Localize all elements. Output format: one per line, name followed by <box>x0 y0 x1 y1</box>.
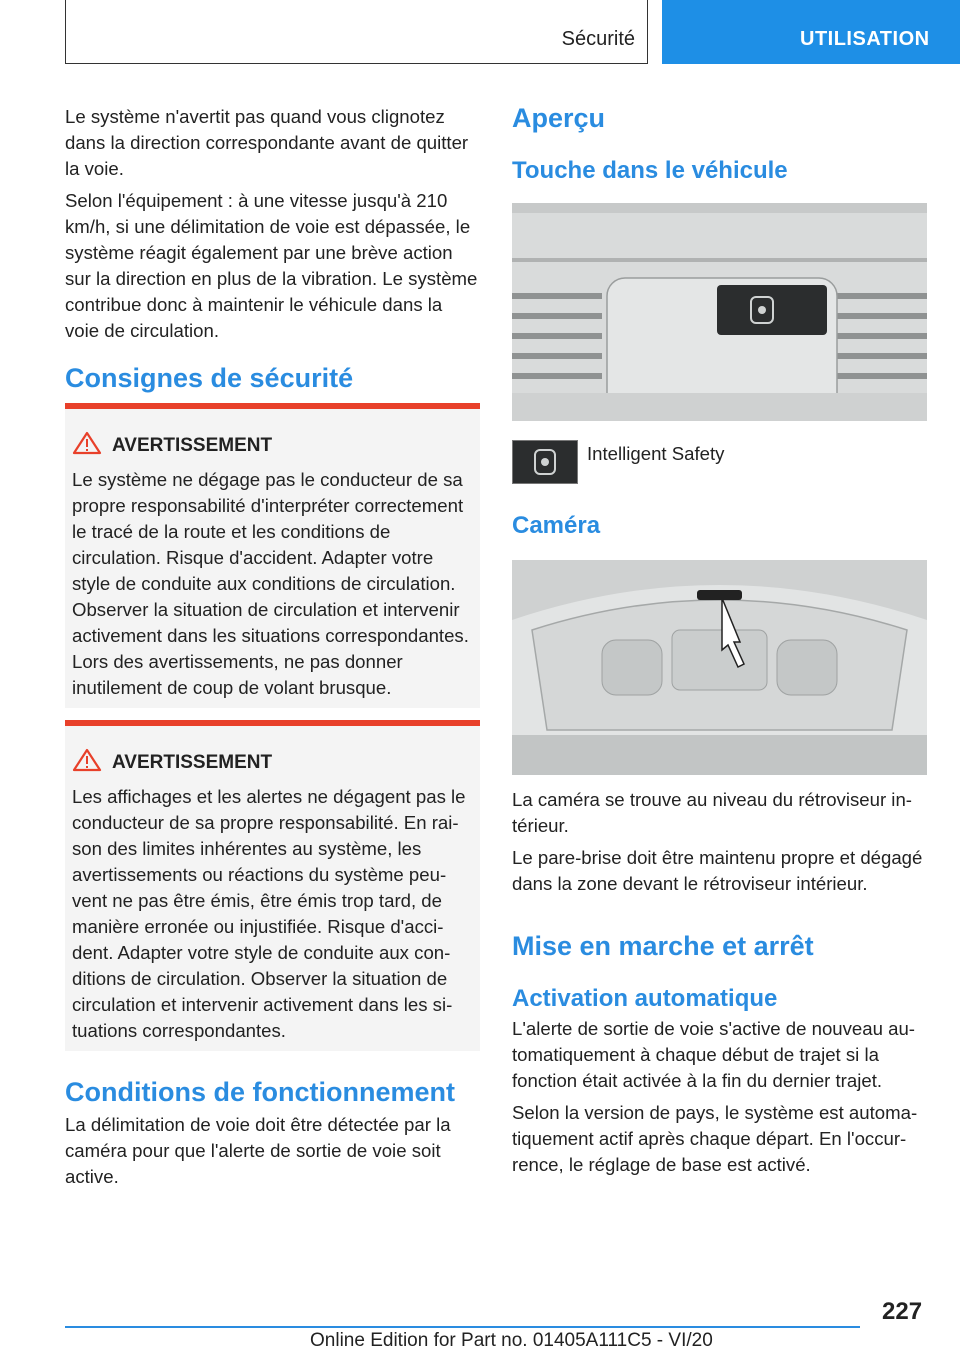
paragraph-activation-2: Selon la version de pays, le système est automatiquement actif après chaque départ. En l'occurrence, le réglage de base est activé. <box>512 1102 918 1175</box>
header-section-box <box>65 0 648 64</box>
paragraph-camera-1: La caméra se trouve au niveau du rétroviseur intérieur. <box>512 789 912 836</box>
warning-text-2: Les affichages et les alertes ne dégagent pas le conducteur de sa propre responsabilité. En raison des limites inhérentes au système, les avertissements ou réactions du système peuvent ne pas être émis, être émis trop tard, de manière erronée ou injustifiée. Risque d'accident. Adapter votre style de conduite aux conditions de circulation. Observer la situation de circulation et intervenir activement dans les situations correspondantes. <box>72 786 466 1041</box>
intelligent-safety-label: Intelligent Safety <box>587 443 725 464</box>
paragraph-intro-1: Le système n'avertit pas quand vous clignotez dans la direction correspondante avant de quitter la voie. <box>65 106 469 179</box>
heading-consignes: Consignes de sécurité <box>65 363 354 393</box>
paragraph-intro-2: Selon l'équipement : à une vitesse jusqu'à 210 km/h, si une délimitation de voie est dépassée, le système réagit également par une brève action sur la direction en plus de la vibration. Le système contribue donc à maintenir le véhicule dans la voie de circulation. <box>65 190 478 341</box>
paragraph-conditions: La délimitation de voie doit être détectée par la caméra pour que l'alerte de sortie de voie soit active. <box>65 1114 451 1187</box>
heading-touche: Touche dans le véhicule <box>512 157 788 184</box>
header-section-title: Sécurité <box>561 28 635 50</box>
warning-triangle-icon <box>72 748 112 778</box>
page-number: 227 <box>882 1298 923 1325</box>
header-chapter-tab: UTILISATION <box>662 0 960 64</box>
warning-title-2: AVERTISSEMENT <box>112 752 273 773</box>
heading-camera: Caméra <box>512 512 601 539</box>
warning-title-1: AVERTISSEMENT <box>112 435 273 456</box>
heading-activation: Activation automatique <box>512 985 778 1012</box>
footer-divider <box>65 1326 860 1328</box>
intelligent-safety-button-image <box>512 440 578 484</box>
paragraph-camera-2: Le pare-brise doit être maintenu propre et dégagé dans la zone devant le rétroviseur intérieur. <box>512 847 923 894</box>
warning-triangle-icon <box>72 431 112 461</box>
heading-apercu: Aperçu <box>512 103 606 133</box>
heading-conditions: Conditions de fonctionnement <box>65 1077 455 1107</box>
warning-box-1 <box>65 403 480 708</box>
camera-location-image <box>512 560 927 775</box>
paragraph-activation-1: L'alerte de sortie de voie s'active de nouveau automatiquement à chaque début de trajet si la fonction était activée à la fin du dernier trajet. <box>512 1018 915 1091</box>
footer-edition: Online Edition for Part no. 01405A111C5 - VI/20 <box>310 1330 713 1351</box>
warning-box-2 <box>65 720 480 1051</box>
left-intro <box>65 104 480 344</box>
warning-text-1: Le système ne dégage pas le conducteur de sa propre responsabilité d'interpréter correctement le tracé de la route et les conditions de circulation. Risque d'accident. Adapter votre style de conduite aux conditions de circulation. Observer la situation de circulation et intervenir activement dans les situations correspondantes. Lors des avertissements, ne pas donner inutilement de coup de volant brusque. <box>72 469 469 698</box>
heading-mise-en-marche: Mise en marche et arrêt <box>512 931 814 961</box>
dashboard-button-image <box>512 203 927 421</box>
